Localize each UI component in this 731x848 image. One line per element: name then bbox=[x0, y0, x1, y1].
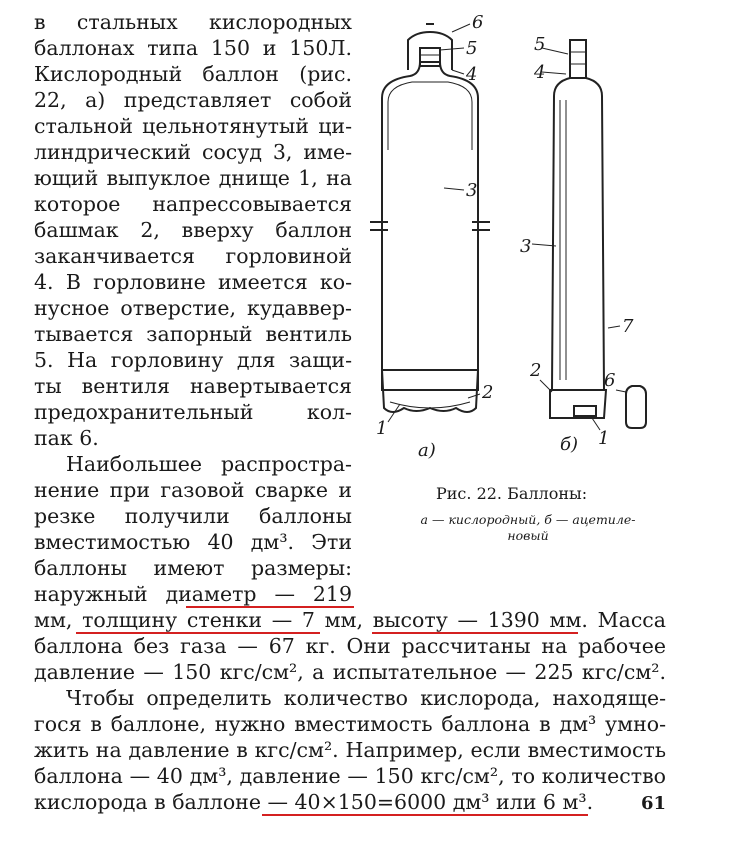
text-line: стальной цельнотянутый ци- bbox=[34, 114, 352, 138]
text-line: Наибольшее распростра- bbox=[66, 452, 352, 476]
text-line: баллонах типа 150 и 150Л. bbox=[34, 36, 352, 60]
label-b-3: 3 bbox=[520, 236, 532, 257]
annotation-underline bbox=[76, 632, 320, 634]
label-a-6: 6 bbox=[472, 12, 484, 33]
label-a-4: 4 bbox=[466, 64, 478, 85]
text-line: баллона — 40 дм³, давление — 150 кгс/см², то количество bbox=[34, 764, 666, 788]
label-a-sub: а) bbox=[418, 440, 436, 461]
text-line: 5. На горловину для защи- bbox=[34, 348, 352, 372]
text-line: резке получили баллоны bbox=[34, 504, 352, 528]
caption-line: а — кислородный, б — ацетиле- bbox=[420, 512, 636, 527]
label-a-1: 1 bbox=[376, 418, 388, 439]
text-line: мм, толщину стенки — 7 мм, высоту — 1390 мм. Масса bbox=[34, 608, 666, 632]
text-line: в стальных кислородных bbox=[34, 10, 352, 34]
text-line: наружный диаметр — 219 bbox=[34, 582, 352, 606]
text-line: Чтобы определить количество кислорода, находяще- bbox=[66, 686, 666, 710]
text-line: нение при газовой сварке и bbox=[34, 478, 352, 502]
label-b-1: 1 bbox=[598, 428, 610, 449]
text-line: предохранительный кол- bbox=[34, 400, 352, 424]
annotation-underline bbox=[186, 606, 354, 608]
text-line: жить на давление в кгс/см². Например, если вместимость bbox=[34, 738, 666, 762]
caption-line: новый bbox=[507, 528, 549, 543]
label-b-6: 6 bbox=[604, 370, 616, 391]
text-line: тывается запорный вентиль bbox=[34, 322, 352, 346]
text-line: баллона без газа — 67 кг. Они рассчитаны на рабочее bbox=[34, 634, 666, 658]
text-line: ющий выпуклое днище 1, на bbox=[34, 166, 352, 190]
label-b-4: 4 bbox=[534, 62, 546, 83]
label-a-2: 2 bbox=[482, 382, 494, 403]
text-line: ты вентиля навертывается bbox=[34, 374, 352, 398]
label-b-5: 5 bbox=[534, 34, 546, 55]
text-line: баллоны имеют размеры: bbox=[34, 556, 352, 580]
text-line: линдрический сосуд 3, име- bbox=[34, 140, 352, 164]
text-line: нусное отверстие, кудаввер- bbox=[34, 296, 352, 320]
figure-caption-title: Рис. 22. Баллоны: bbox=[436, 484, 588, 503]
text-line: 4. В горловине имеется ко- bbox=[34, 270, 352, 294]
label-b-2: 2 bbox=[530, 360, 542, 381]
text-line: кислорода в баллоне — 40×150=6000 дм³ или 6 м³. bbox=[34, 790, 594, 814]
figure-caption-text bbox=[388, 512, 668, 544]
annotation-underline bbox=[372, 632, 578, 634]
label-a-5: 5 bbox=[466, 38, 478, 59]
text-line: заканчивается горловиной bbox=[34, 244, 352, 268]
text-line: пак 6. bbox=[34, 426, 99, 450]
page-number: 61 bbox=[641, 793, 667, 814]
annotation-underline bbox=[262, 814, 588, 816]
text-line: Кислородный баллон (рис. bbox=[34, 62, 352, 86]
label-b-sub: б) bbox=[560, 434, 579, 455]
cylinders-figure bbox=[360, 10, 660, 470]
text-line: вместимостью 40 дм³. Эти bbox=[34, 530, 352, 554]
text-line: которое напрессовывается bbox=[34, 192, 352, 216]
text-line: башмак 2, вверху баллон bbox=[34, 218, 352, 242]
text-line: гося в баллоне, нужно вместимость баллона в дм³ умно- bbox=[34, 712, 666, 736]
label-b-7: 7 bbox=[622, 316, 634, 337]
label-a-3: 3 bbox=[466, 180, 478, 201]
text-line: давление — 150 кгс/см², а испытательное — 225 кгс/см². bbox=[34, 660, 666, 684]
text-line: 22, а) представляет собой bbox=[34, 88, 352, 112]
